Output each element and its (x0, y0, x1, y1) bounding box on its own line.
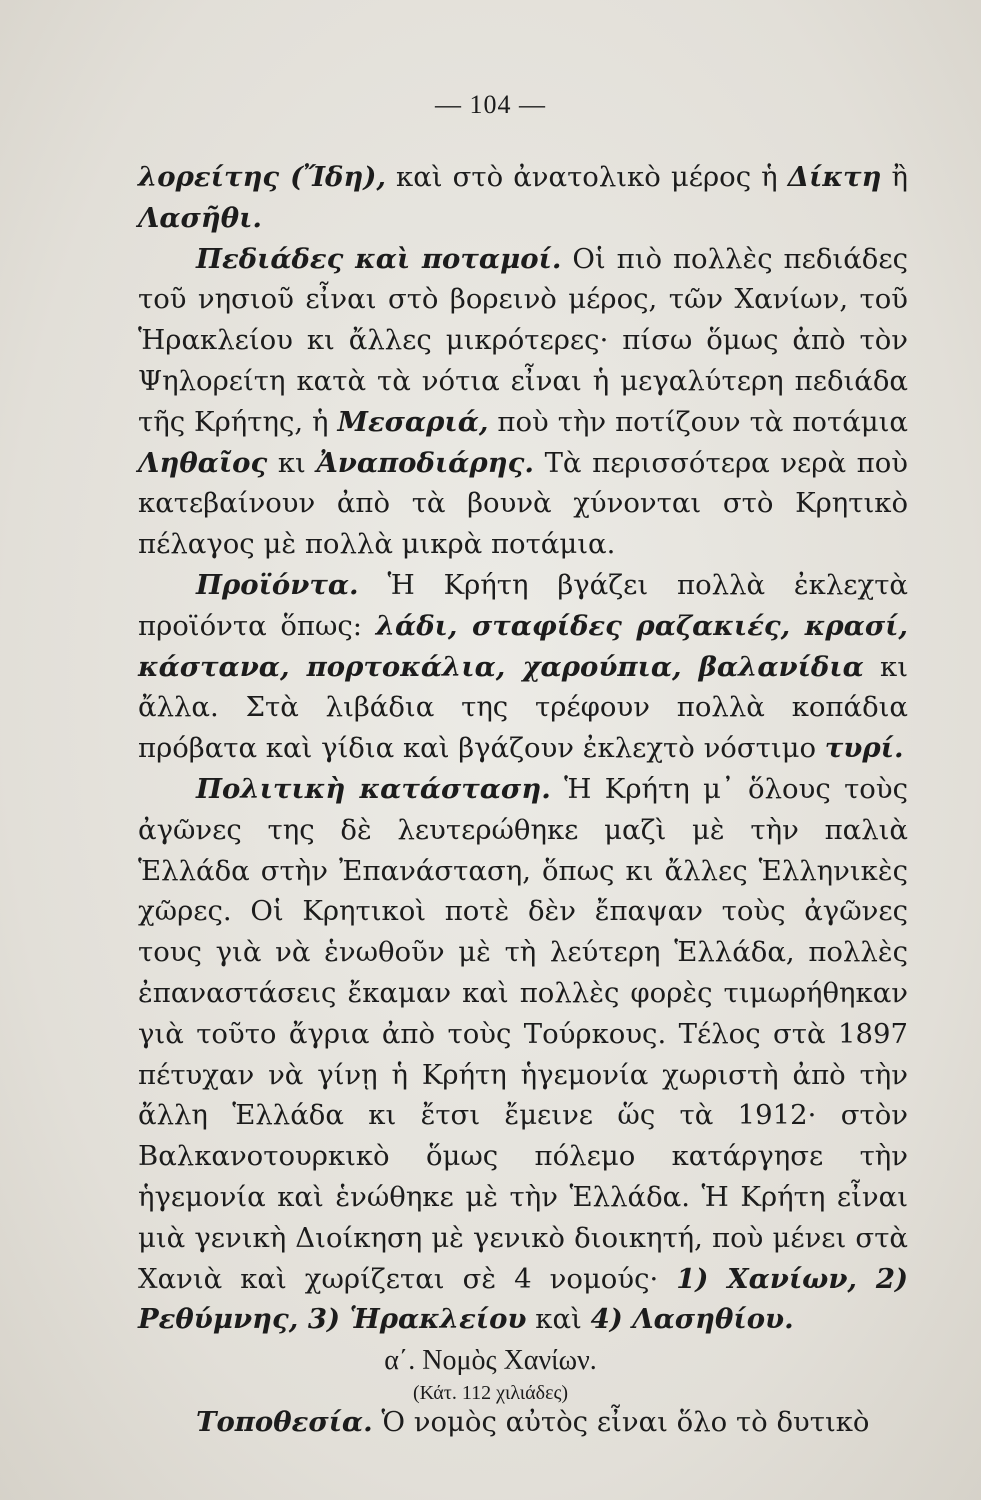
keyword: τυρί. (824, 732, 904, 765)
text-run: Ἡ Κρήτη μ᾽ ὅλους τοὺς ἀγῶνες της δὲ λευτερώθηκε μαζὶ μὲ τὴν παλιὰ Ἑλλάδα στὴν Ἐπανάσταση, ὅπως κι ἄλλες Ἑλληνικὲς χῶρες. Οἱ Κρητικοὶ ποτὲ δὲν ἔπαψαν τοὺς ἀγῶνες τους γιὰ νὰ ἑνωθοῦν μὲ τὴ λεύτερη Ἑλλάδα, πολλὲς ἐπαναστάσεις ἔκαμαν καὶ πολλὲς φορὲς τιμωρήθηκαν γιὰ τοῦτο ἄγρια ἀπὸ τοὺς Τούρκους. Τέλος στὰ 1897 πέτυχαν νὰ γίνῃ ἡ Κρήτη ἡγεμονία χωριστὴ ἀπὸ τὴν ἄλλη Ἑλλάδα κι ἔτσι ἔμεινε ὥς τὰ 1912· στὸν Βαλκανοτουρκικὸ ὅμως πόλεμο κατάργησε τὴν ἡγεμονία καὶ ἑνώθηκε μὲ τὴν Ἑλλάδα. Ἡ Κρήτη εἶναι μιὰ γενικὴ Διοίκηση μὲ γενικὸ διοικητή, ποὺ μένει στὰ Χανιὰ καὶ χωρίζεται σὲ 4 νομούς· (138, 772, 908, 1295)
keyword: Ληθαῖος (138, 446, 268, 479)
keyword: Μεσαριά, (337, 405, 489, 438)
text-run: ἢ (881, 161, 909, 193)
text-run: Ὁ νομὸς αὐτὸς εἶναι ὅλο τὸ δυτικὸ (372, 1406, 870, 1438)
text-run: ποὺ τὴν ποτίζουν τὰ ποτάμια (488, 405, 908, 438)
section-subtitle: (Κάτ. 112 χιλιάδες) (412, 1382, 569, 1404)
text-run: καὶ (526, 1303, 591, 1336)
keyword: Λασῆθι. (138, 201, 262, 234)
location-paragraph (138, 1402, 908, 1443)
paragraph-heading: Προϊόντα. (196, 568, 359, 601)
page-number: — 104 — (435, 90, 546, 119)
politics-paragraph (138, 769, 908, 1340)
keyword: Δίκτη (787, 161, 882, 193)
paragraph-heading: Τοποθεσία. (196, 1406, 373, 1438)
keyword: 4) Λασηθίου. (590, 1303, 794, 1336)
paragraph-heading: Πολιτικὴ κατάσταση. (196, 772, 551, 805)
keyword: λάδι, σταφίδες ραζακιές, κρασί, κάστανα, πορτοκάλια, χαρούπια, βαλανίδια (138, 609, 908, 683)
keyword: Ἀναποδιάρης. (316, 446, 534, 479)
text-run: καὶ στὸ ἀνατολικὸ μέρος ἡ (385, 161, 788, 193)
body-text (138, 157, 908, 1340)
products-paragraph (138, 565, 908, 769)
text-run: κι (267, 446, 317, 479)
keyword: λορείτης (Ἴδη), (138, 161, 386, 193)
intro-paragraph (138, 157, 908, 239)
text-run: Οἱ πιὸ πολλὲς πεδιάδες τοῦ νησιοῦ εἶναι στὸ βορεινὸ μέρος, τῶν Χανίων, τοῦ Ἡρακλείου κι ἄλλες μικρότερες· πίσω ὅμως ἀπὸ τὸν Ψηλορείτη κατὰ τὰ νότια εἶναι ἡ μεγαλύτερη πεδιάδα τῆς Κρήτης, ἡ (138, 242, 908, 438)
text-run: Τὰ περισσότερα νερὰ ποὺ κατεβαίνουν ἀπὸ τὰ βουνὰ χύνονται στὸ Κρητικὸ πέλαγος μὲ πολλὰ μικρὰ ποτάμια. (138, 446, 908, 561)
text-run: Ἡ Κρήτη βγάζει πολλὰ ἐκλεχτὰ προϊόντα ὅπως: (138, 568, 908, 642)
location-text (138, 1402, 908, 1443)
plains-paragraph (138, 239, 908, 565)
keyword: 1) Χανίων, 2) Ρεθύμνης, 3) Ἡρακλείου (138, 1262, 908, 1336)
section-title: α΄. Νομὸς Χανίων. (384, 1345, 597, 1376)
text-run: κι ἄλλα. Στὰ λιβάδια της τρέφουν πολλὰ κοπάδια πρόβατα καὶ γίδια καὶ βγάζουν ἐκλεχτὸ νόστιμο (138, 650, 908, 765)
paragraph-heading: Πεδιάδες καὶ ποταμοί. (196, 242, 562, 275)
